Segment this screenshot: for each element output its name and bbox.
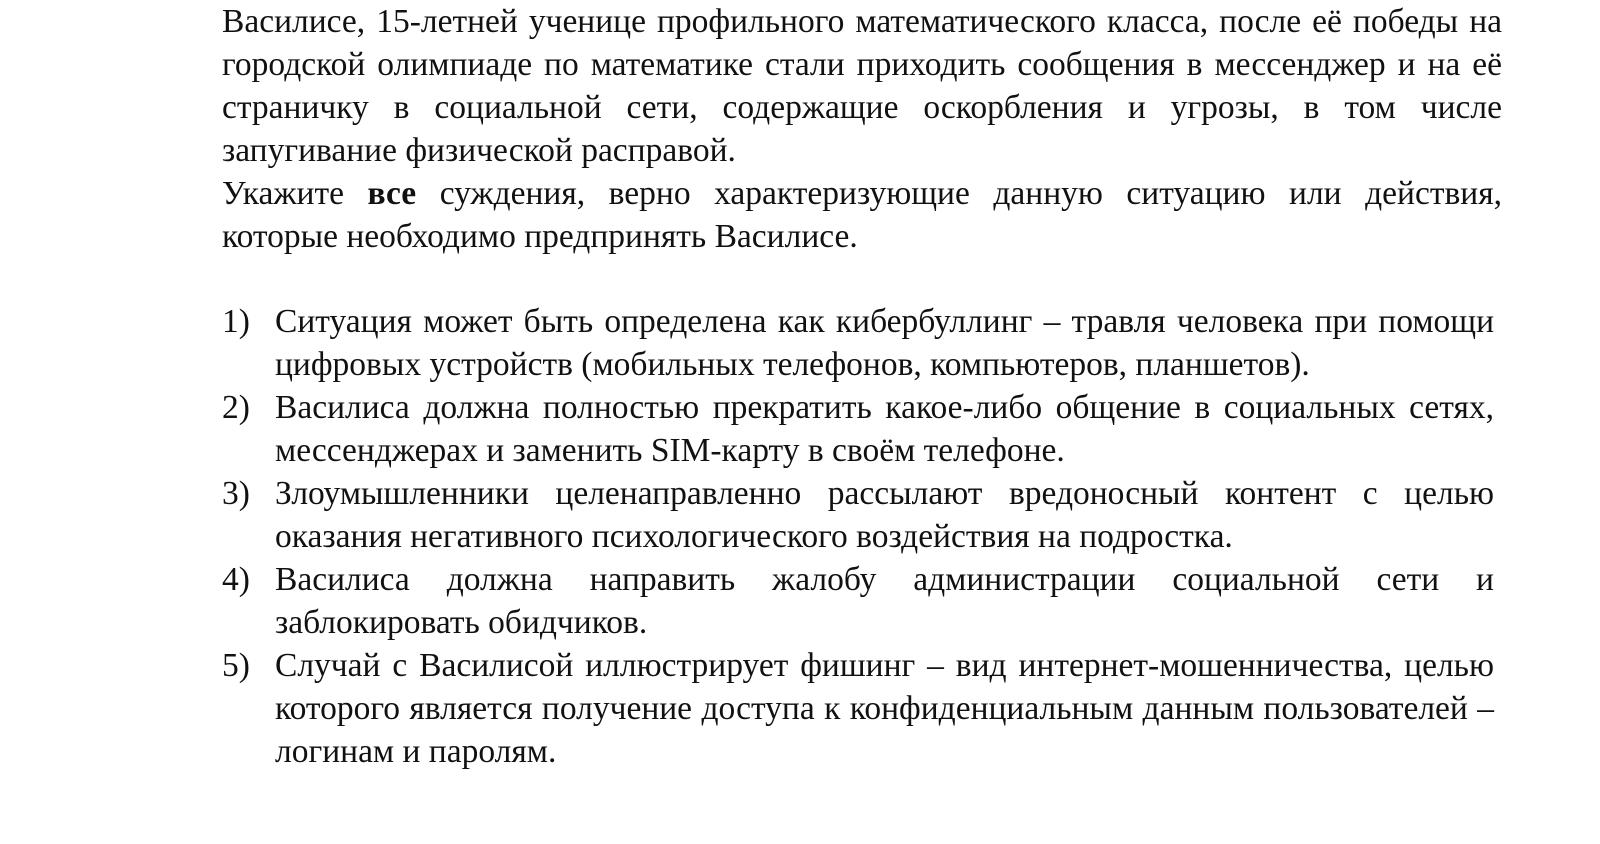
answer-option-5 xyxy=(222,644,1494,773)
answer-options-list xyxy=(222,300,1494,773)
option-number: 1) xyxy=(222,303,250,340)
document-body xyxy=(222,0,1502,773)
answer-option-3 xyxy=(222,472,1494,558)
option-text: Случай с Василисой иллюстрирует фишинг – вид интернет-мошенничества, целью которого является получение доступа к конфиденциальным данным пользователей – логинам и паролям. xyxy=(275,647,1494,770)
spacer xyxy=(222,258,1502,300)
task-emphasis: все xyxy=(367,175,417,212)
answer-option-4 xyxy=(222,558,1494,644)
task-text-before: Укажите xyxy=(222,175,368,212)
answer-option-1 xyxy=(222,300,1494,386)
answer-option-2 xyxy=(222,386,1494,472)
task-paragraph xyxy=(222,172,1502,258)
option-number: 3) xyxy=(222,475,250,512)
option-text: Ситуация может быть определена как кибербуллинг – травля человека при помощи цифровых устройств (мобильных телефонов, компьютеров, планшетов). xyxy=(275,303,1494,383)
task-text-after: суждения, верно характеризующие данную ситуацию или действия, которые необходимо предпринять Василисе. xyxy=(222,175,1502,255)
option-text: Василиса должна направить жалобу администрации социальной сети и заблокировать обидчиков. xyxy=(275,561,1494,641)
option-text: Злоумышленники целенаправленно рассылают вредоносный контент с целью оказания негативного психологического воздействия на подростка. xyxy=(275,475,1494,555)
option-number: 4) xyxy=(222,561,250,598)
option-number: 5) xyxy=(222,647,250,684)
option-number: 2) xyxy=(222,389,250,426)
intro-paragraph: Василисе, 15-летней ученице профильного математического класса, после её победы на городской олимпиаде по математике стали приходить сообщения в мессенджер и на её страничку в социальной сети, содержащие оскорбления и угрозы, в том числе запугивание физической расправой. xyxy=(222,3,1502,169)
option-text: Василиса должна полностью прекратить какое-либо общение в социальных сетях, мессенджерах и заменить SIM-карту в своём телефоне. xyxy=(275,389,1494,469)
